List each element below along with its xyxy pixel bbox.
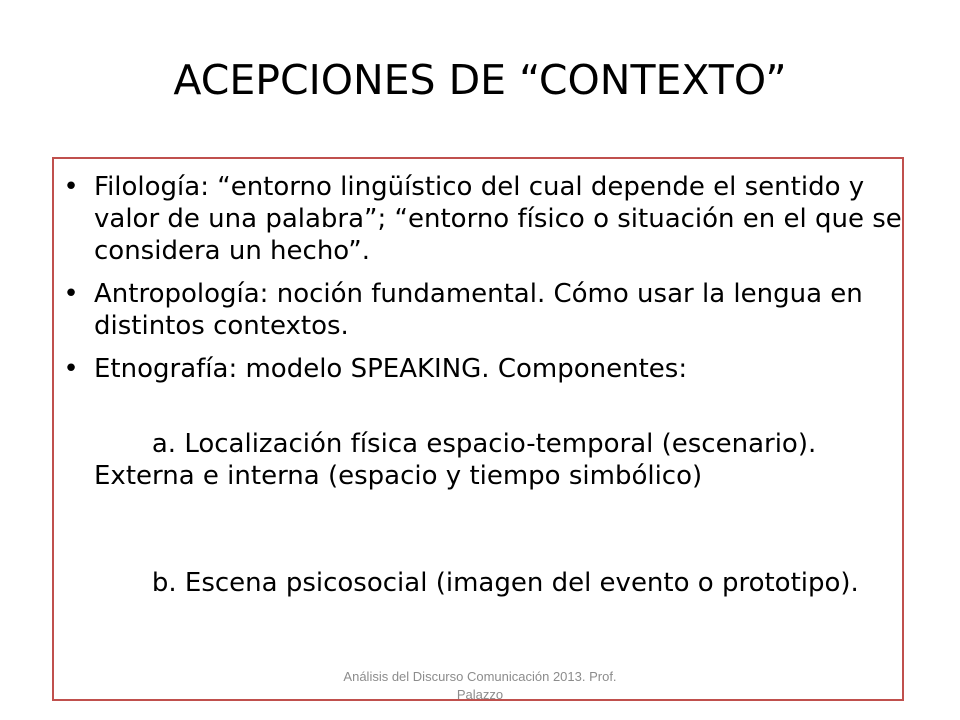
bullet-list xyxy=(56,171,906,642)
sub-item-text: a. Localización física espacio-temporal (escenario). Externa e interna (espacio y tiempo simbólico) xyxy=(94,429,825,491)
bullet-item-filologia xyxy=(56,171,906,267)
sub-item-escena xyxy=(56,535,906,631)
bullet-icon: • xyxy=(63,172,79,202)
bullet-text: Antropología: noción fundamental. Cómo usar la lengua en distintos contextos. xyxy=(94,279,863,341)
bullet-text: Etnografía: modelo SPEAKING. Componentes: xyxy=(94,354,688,384)
sub-item-text: b. Escena psicosocial (imagen del evento o prototipo). xyxy=(127,568,859,598)
bullet-text: Filología: “entorno lingüístico del cual depende el sentido y valor de una palabra”; “entorno físico o situación en el que se considera un hecho”. xyxy=(94,172,902,266)
bullet-item-antropologia xyxy=(56,278,906,342)
slide-title: ACEPCIONES DE “CONTEXTO” xyxy=(173,56,787,104)
bullet-icon: • xyxy=(63,279,79,309)
slide-footer: Análisis del Discurso Comunicación 2013. Prof. Palazzo xyxy=(343,669,617,702)
sub-item-localizacion xyxy=(56,396,906,524)
bullet-item-etnografia xyxy=(56,353,906,385)
bullet-icon: • xyxy=(63,354,79,384)
